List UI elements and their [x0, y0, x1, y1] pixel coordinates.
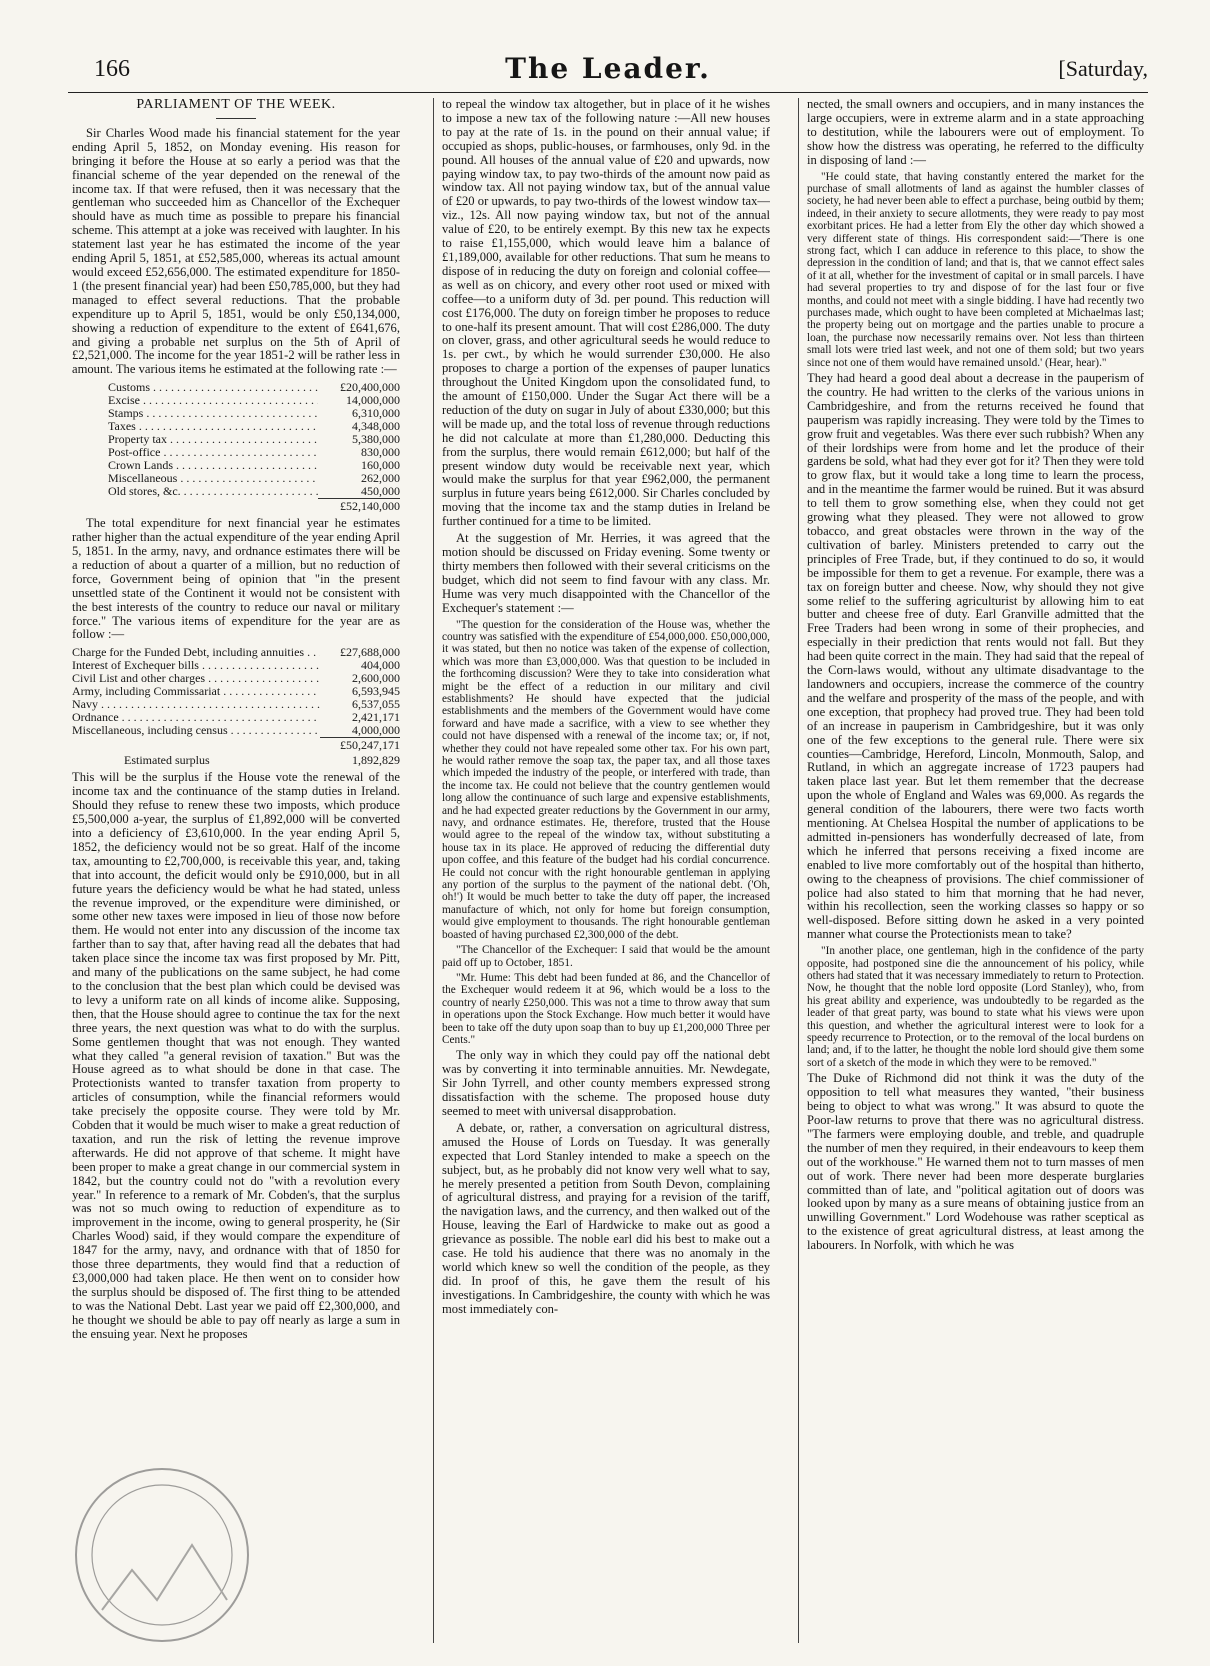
column-divider: [433, 98, 434, 1643]
richmond-paragraph: The Duke of Richmond did not think it was the duty of the opposition to tell what measures they wanted, "their business being to object to what was wrong." It was absurd to quote the Poor-law returns to prove that there was no agricultural distress. "The farmers were employing double, and treble, and quadruple the number of men they required, in their endeavours to keep them out of the workhouse." He warned them not to turn masses of men out of work. There never had been more desperate burglaries committed than of late, and "political agitation out of doors was looked upon by many as a sure means of obtaining justice from an unwilling Government." Lord Wodehouse was rather sceptical as to the existence of great agricultural distress, at least among the labourers. In Norfolk, with which he was: [807, 1071, 1144, 1253]
library-stamp: [62, 1450, 262, 1660]
header-rule: [68, 92, 1148, 93]
column-divider: [798, 98, 799, 1643]
header-day: [Saturday,: [1058, 56, 1148, 81]
table-row: Interest of Exchequer bills . . . 404,000: [72, 659, 400, 672]
table-row: Charge for the Funded Debt, including annuities . . . £27,688,000: [72, 646, 400, 659]
section-title: PARLIAMENT OF THE WEEK.: [136, 98, 336, 112]
table-row: Miscellaneous, including census . . . 4,000,000: [72, 724, 400, 737]
masthead-title: The Leader.: [505, 52, 711, 85]
table-row: Miscellaneous . . . 262,000: [72, 472, 400, 485]
table-row: Old stores, &c. . . . 450,000: [72, 485, 400, 498]
income-total: £52,140,000: [318, 498, 400, 513]
distress-paragraph: nected, the small owners and occupiers, and in many instances the large occupiers, were in extreme alarm and in a state approaching to destitution, while the labourers were out of employment. To show how the distress was operating, he referred to the difficulty in disposing of land :—: [807, 98, 1144, 167]
table-row: Post-office . . . 830,000: [72, 446, 400, 459]
intro-paragraph: Sir Charles Wood made his financial statement for the year ending April 5, 1852, on Monday evening. His reason for bringing it before the House at so early a period was that the financial scheme of the year depended on the renewal of the income tax. If that were refused, then it was necessary that the gentleman who succeeded him as Chancellor of the Exchequer should have as much time as possible to prepare his financial scheme. This attempt at a joke was received with laughter. In his statement last year he has estimated the income of the year ending April 5, 1851, at £52,585,000, whereas its actual amount would exceed £52,656,000. The estimated expenditure for 1850-1 (the present financial year) had been £50,785,000, but they had managed to effect several reductions. That the probable expenditure up to April 5, 1851, would be only £50,134,000, showing a reduction of expenditure to the extent of £641,676, and giving a probable net surplus on the 5th of April of £2,521,000. The income for the year 1851-2 will be rather less in amount. The various items he estimated at the following rate :—: [72, 125, 400, 377]
pauperism-paragraph: They had heard a good deal about a decrease in the pauperism of the country. He had written to the clerks of the various unions in Cambridgeshire, and from the returns received he found that pauperism was rapidly increasing. They were told by the Times to grow fruit and vegetables. Was there ever such rubbish? When any of their lordships were from home and let the produce of their gardens be sold, what had they ever got for it? Then they were told to grow flax, but it would take a long time to learn the process, and in the meantime the farmer would be ruined. But it was absurd to tell them to grow something else, when they could not get growing what they pleased. They were not allowed to grow tobacco, and great obstacles were thrown in the way of the cultivation of barley. Ministers pretended to carry out the principles of Free Trade, but, if they continued to do so, it would be impossible for them to get a revenue. For example, there was a tax on foreign butter and cheese. Now, why should they not give some relief to the suffering agriculturist by allowing him to eat butter and cheese free of duty. Earl Granville admitted that the Free Traders had been wrong in some of their prophecies, and especially in their prediction that rents would not fall. But they had been quite correct in the main. They had said that the repeal of the Corn-laws would, without any ultimate disadvantage to the landowners and occupiers, increase the commerce of the country and the welfare and prosperity of the mass of the people, and with one exception, that prophecy had proved true. They had been told of an increase in pauperism in Cambridgeshire, but it was only one of the few exceptions to the general rule. There were six counties—Cambridge, Hereford, Lincoln, Monmouth, Salop, and Rutland, in which an aggregate increase of 1723 paupers had taken place last year. But let them remember that the decrease upon the whole of England and Wales was 69,000. As regards the general condition of the labourers, there were two facts worth mentioning. At Chelsea Hospital the number of applications to be admitted in-pensioners has wonderfully decreased of late, from which he inferred that persons receiving a fixed income are enabled to live more comfortably out of the hospital than hitherto, owing to the cheapness of provisions. The chief commissioner of police had also stated to him that morning that he had never, within his recollection, seen the working classes so happy or so well-disposed. Before sitting down he asked in a very pointed manner what course the Protectionists mean to take?: [807, 371, 1144, 942]
land-sale-quote: "He could state, that having constantly entered the market for the purchase of small allotments of land as against the humbler classes of society, he had never been able to effect a purchase, being outbid by them; indeed, in their anxiety to secure allotments, they were ready to pay most exorbitant prices. He had a letter from Ely the other day which showed a very different state of things. His correspondent said:—'There is one strong fact, which I can adduce in reference to this place, to show the depression in the condition of land; and that is, that we cannot effect sales of it at all, whether for the investment of capital or in small parcels. I have had several properties to try and dispose of for the last four or five months, and could not meet with a single bidding. I have had recently two purchases made, which ought to have been completed at Michaelmas last; the property being out on mortgage and the parties unable to procure a loan, the purchase now necessarily remains over. Not less than thirteen small lots were tried last week, and not one of them sold; but two years since not one of them would have remained unsold.' (Hear, hear).": [807, 170, 1144, 369]
hume-quote: "The question for the consideration of the House was, whether the country was satisfied with the expenditure of £54,000,000. £50,000,000, it was stated, but then no notice was taken of the expense of collection, which was more than £3,000,000. Was that question to be included in the forthcoming discussion? Were they to take into consideration what might be the effect of a reduction in our military and civil establishments? He should have expected that the judicial establishments and the members of the Government would have come forward and have made a sacrifice, with a view to see whether they could not have dispensed with a renewal of the income tax; or, if not, whether they could not have repealed some other tax. For his own part, he would rather remove the soap tax, the paper tax, and all those taxes which impeded the industry of the people, or interfered with trade, than the income tax. He could not believe that the country gentlemen would long allow the continuance of such large and expensive establishments, and he had expected greater reductions by the Government in our army, navy, and ordnance estimates. He, therefore, trusted that the House would agree to the repeal of the window tax, without substituting a house tax in its place. He approved of reducing the differential duty upon coffee, and this feature of the budget had his cordial concurrence. He could not concur with the right honourable gentleman in applying any portion of the surplus to the payment of the national debt. ('Oh, oh!') It would be much better to take the duty off paper, the increased manufacture of which, not only for home but foreign consumption, would give employment to thousands. The right honourable gentleman boasted of having purchased £2,300,000 of the debt.: [442, 618, 770, 941]
window-tax-paragraph: to repeal the window tax altogether, but in place of it he wishes to impose a new tax of the following nature :—All new houses to pay at the rate of 1s. in the pound on their annual value; if occupied as shops, public-houses, or farmhouses, only 9d. in the pound. All houses of the annual value of £20 and upwards, now paying window tax, to pay two-thirds of the amount now paid as window tax. All not paying window tax, but of the annual value of £20 or upwards, to pay two-thirds of the lowest window tax—viz., 12s. All now paying window tax, but not of the annual value of £20, to be entirely exempt. By this new tax he expects to raise £1,155,000, which would leave him a balance of £1,189,000, available for other reductions. That sum he means to dispose of in reducing the duty on foreign and colonial coffee—as well as on chicory, and every other root used or mixed with coffee—to a uniform duty of 3d. per pound. This reduction will cost £176,000. The duty on foreign timber he proposes to reduce to one-half its present amount. That will cost £286,000. The duty on clover, grass, and other agricultural seeds he would reduce to 1s. per cwt., by which he would surrender £30,000. He also proposes to charge a portion of the expenses of pauper lunatics throughout the United Kingdom upon the consolidated fund, to the amount of £150,000. Under the Sugar Act there will be a reduction of the duty on sugar in July of about £330,000; but this will be made up, and the total loss of revenue through reductions he did not calculate at more than £1,280,000. Deducting this from the surplus, there would remain £612,000; but half of the present window duty would be receivable next year, which would make the surplus for that year £962,000, the permanent surplus in future years being £612,000. Sir Charles concluded by moving that the income tax and the stamp duties in Ireland be further continued for a time to be limited.: [442, 98, 770, 529]
table-row: Excise . . . 14,000,000: [72, 394, 400, 407]
page-header: [68, 52, 1148, 92]
table-row: Ordnance . . . 2,421,171: [72, 711, 400, 724]
surplus-value: 1,892,829: [352, 753, 400, 768]
expenditure-paragraph: The total expenditure for next financial year he estimates rather higher than the actual expenditure of the year ending April 5, 1851. In the army, navy, and ordnance estimates there will be a reduction of about a quarter of a million, but no reduction of force, Government being of opinion that "in the present unsettled state of the Continent it would not be consistent with the best interests of the country to reduce our naval or military force." The various items of expenditure for the year are as follow :—: [72, 516, 400, 642]
table-row: Property tax . . . 5,380,000: [72, 433, 400, 446]
table-row: Navy . . . 6,537,055: [72, 698, 400, 711]
table-row: Crown Lands . . . 160,000: [72, 459, 400, 472]
income-table: [72, 381, 400, 513]
herries-paragraph: At the suggestion of Mr. Herries, it was agreed that the motion should be discussed on Friday evening. Some twenty or thirty members then followed with their several criticisms on the budget, which did not seem to find favour with any class. Mr. Hume was very much disappointed with the Chancellor of the Exchequer's statement :—: [442, 531, 770, 615]
table-row: Taxes . . . 4,348,000: [72, 420, 400, 433]
table-row: Civil List and other charges . . . 2,600,000: [72, 672, 400, 685]
title-rule: [216, 118, 256, 119]
hume-reply-quote: "Mr. Hume: This debt had been funded at 86, and the Chancellor of the Exchequer would redeem it at 96, which would be a loss to the country of nearly £250,000. This was not a time to throw away that sum in operations upon the Stock Exchange. How much better it would have been to take off the duty upon soap than to buy up £1,200,000 Three per Cents.": [442, 971, 770, 1046]
lords-debate-paragraph: A debate, or, rather, a conversation on agricultural distress, amused the House of Lords on Tuesday. It was generally expected that Lord Stanley intended to make a speech on the subject, but, as he probably did not know very well what to say, he merely presented a petition from South Devon, complaining of agricultural distress, and praying for a revision of the tariff, the navigation laws, and the currency, and then walked out of the House, leaving the Earl of Hardwicke to make out as good a grievance as possible. The noble earl did his best to make out a case. He told his audience that there was no anomaly in the world which knew so well the condition of the people, as they did. In proof of this, he gave them the result of his investigations. In Cambridgeshire, the county with which he was most immediately con-: [442, 1120, 770, 1316]
expenditure-total: £50,247,171: [320, 737, 400, 752]
column-2: [442, 98, 770, 1638]
column-1: [72, 98, 400, 1638]
surplus-row: [72, 754, 400, 767]
page-number: 166: [94, 56, 130, 82]
body-paragraph: This will be the surplus if the House vote the renewal of the income tax and the continuance of the stamp duties in Ireland. Should they refuse to renew these two imposts, which produce £5,500,000 a-year, the surplus of £1,892,000 will be converted into a deficiency of £3,610,000. In the year ending April 5, 1852, the deficiency would not be so great. Half of the income tax, amounting to £2,700,000, is receivable this year, and, taking that into account, the deficit would only be £910,000, but in all future years the deficiency would be what he had stated, unless the revenue improved, or the expenditure were diminished, or some other new taxes were imposed in lieu of those now before them. He would not enter into any discussion of the income tax farther than to say that, after having read all the debates that had taken place since the income tax was first proposed by Mr. Pitt, and many of the publications on the same subject, he had come to the conclusion that the best plan which could be devised was to levy a uniform rate on all kinds of income alike. Supposing, then, that the House should agree to continue the tax for the next three years, the next question was what to do with the surplus. Some gentlemen thought that was not enough. They wanted what they called "a general revision of taxation." But was the House agreed as to what should be done in that case. The Protectionists wanted to transfer taxation from property to articles of consumption, while the financial reformers would take precisely the opposite course. They were told by Mr. Cobden that it would be much wiser to make a great reduction of taxation, and run the risk of letting the revenue improve afterwards. He did not approve of that scheme. It might have been proper to make a great change in our commercial system in 1842, but the country could not do "with a revolution every year." In reference to a remark of Mr. Cobden's, that the surplus was not so much owing to reduction of expenditure as to improvement in the income, owing to general prosperity, he (Sir Charles Wood) said, if they would compare the expenditure of 1847 for the army, navy, and ordnance with that of 1850 for those three departments, they would find that a reduction of £3,000,000 had taken place. He then went on to consider how the surplus should be disposed of. The first thing to be attended to was the National Debt. Last year we paid off £2,300,000, and he thought we should be able to pay off nearly as large a sum in the ensuing year. Next he proposes: [72, 770, 400, 1341]
annuities-paragraph: The only way in which they could pay off the national debt was by converting it into terminable annuities. Mr. Newdegate, Sir John Tyrrell, and other county members expressed strong dissatisfaction with the scheme. The proposed house duty seemed to meet with universal disapprobation.: [442, 1048, 770, 1118]
surplus-label: Estimated surplus: [124, 753, 210, 768]
chancellor-quote: "The Chancellor of the Exchequer: I said that would be the amount paid off up to October, 1851.: [442, 944, 770, 969]
table-row: Stamps . . . 6,310,000: [72, 407, 400, 420]
protection-quote: "In another place, one gentleman, high in the confidence of the party opposite, had postponed sine die the announcement of his policy, while others had stated that it was necessary immediately to return to Protection. Now, he thought that the noble lord opposite (Lord Stanley), who, from his great ability and experience, was undoubtedly to be regarded as the leader of that great party, was bound to state what his views were upon this question, and whether the agricultural interest were to look for a speedy recurrence to Protection, or to the removal of the local burdens on land; and, if to the latter, he thought the noble lord should give them some sort of a sketch of the mode in which they were to be removed.": [807, 945, 1144, 1069]
table-row: Army, including Commissariat . . . 6,593,945: [72, 685, 400, 698]
table-row: Customs . . . £20,400,000: [72, 381, 400, 394]
column-3: [807, 98, 1144, 1638]
expenditure-table: [72, 646, 400, 767]
